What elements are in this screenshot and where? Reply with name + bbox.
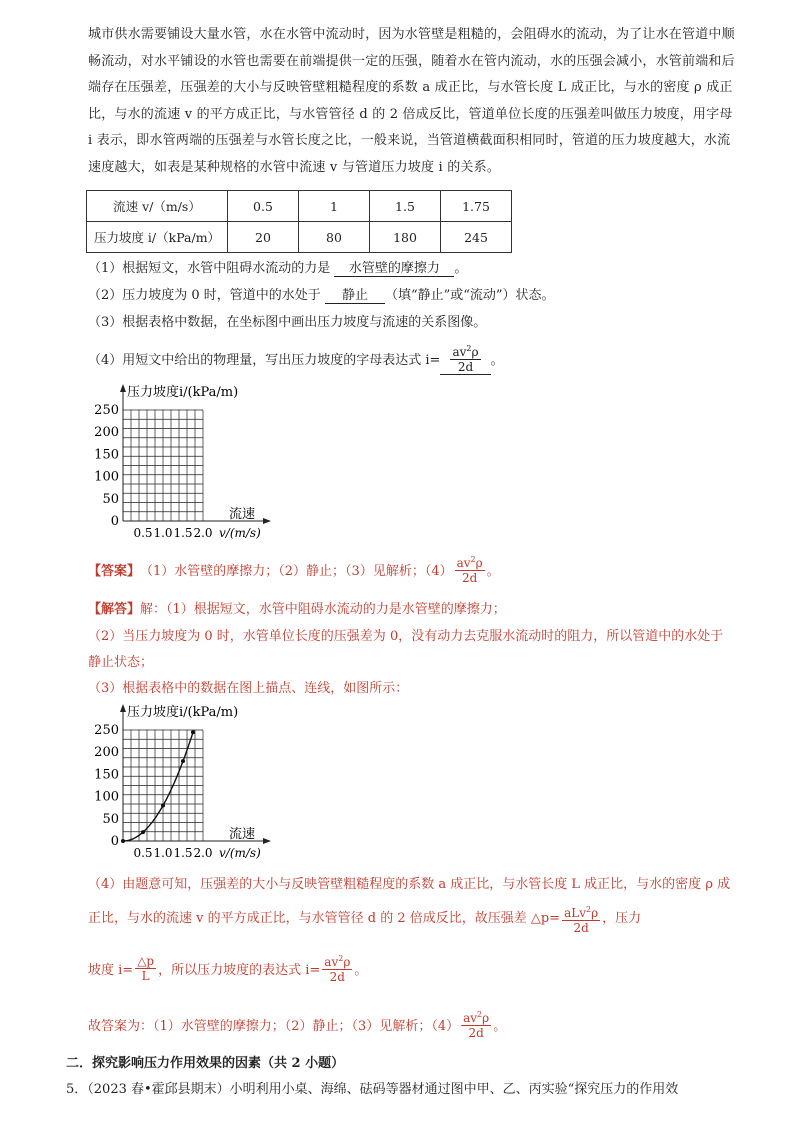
y-axis-arrow: [120, 704, 126, 712]
x-axis-label-bottom: v/(m/s): [219, 846, 261, 860]
question-1: （1）根据短文，水管中阻碍水流动的力是 水管壁的摩擦力 。: [88, 257, 748, 277]
table-cell: 180: [370, 222, 441, 253]
y-tick-label: 150: [94, 447, 119, 463]
question-5: 5．（2023 春•霍邱县期末）小明利用小桌、海绵、砝码等器材通过图中甲、乙、丙实验“探究压力的作用效: [66, 1082, 679, 1097]
x-axis-label-bottom: v/(m/s): [219, 526, 261, 540]
solution-p4-cont: 坡度 i= $\frac{\triangle p}{L}$ ，所以压力坡度的表达式 i= $\frac{av^2\rho}{2d}$ 。: [88, 953, 368, 984]
table-cell: 1: [299, 191, 370, 222]
final-answer: 故答案为：（1）水管壁的摩擦力；（2）静止；（3）见解析；（4） $\frac{av^2\rho}{2d}$ 。: [88, 1010, 507, 1040]
x-tick-label: 0.5: [133, 526, 153, 540]
velocity-gradient-table: [86, 190, 512, 253]
data-point: [191, 730, 195, 734]
passage-text: 城市供水需要铺设大量水管，水在水管中流动时，因为水管壁是粗糙的，会阻碍水的流动，为了让水在管道中顺畅流动，对水平铺设的水管也需要在前端提供一定的压强，随着水在管内流动，水的压强会减小，水管前端和后端存在压强差，压强差的大小与反映管壁粗糙程度的系数 a 成正比，与水管长度 L 成正比，与水的密度 ρ 成正比，与水的流速 v 的平方成正比，与水管管径 d 的 2 倍成反比，管道单位长度的压强差叫做压力坡度，用字母 i 表示，即水管两端的压强差与水管长度之比，一般来说，当管道横截面积相同时，管道的压力坡度越大，水流速度越大，如表是某种规格的水管中流速 v 与管道压力坡度 i 的关系。: [88, 27, 735, 175]
y-axis-arrow: [120, 384, 126, 392]
solution-p1: 【解答】解：（1）根据短文，水管中阻碍水流动的力是水管壁的摩擦力；: [88, 602, 506, 617]
q1-answer: 水管壁的摩擦力: [334, 257, 454, 277]
data-point: [121, 839, 125, 843]
solution-p4: （4）由题意可知，压强差的大小与反映管壁粗糙程度的系数 a 成正比，与水管长度 L 成正比，与水的密度 ρ 成正比，与水的流速 v 的平方成正比，与水管管径 d 的 2 倍成反比，故压强差 △p= $\frac{aLv^2\rho}{2d}$ ，压力: [88, 877, 731, 935]
x-axis-arrow: [263, 838, 271, 844]
table-row: [87, 222, 512, 253]
x-tick-label: 1.5: [173, 526, 193, 540]
y-tick-label: 250: [94, 723, 119, 738]
table-cell: 1.5: [370, 191, 441, 222]
section-heading: 二．探究影响压力作用效果的因素（共 2 小题）: [66, 1056, 345, 1071]
question-4: （4）用短文中给出的物理量，写出压力坡度的字母表达式 i= $\frac{av^2\rho}{2d}$ 。: [88, 344, 504, 374]
table-header-velocity: 流速 v/（m/s）: [87, 191, 228, 222]
y-tick-label: 100: [94, 469, 119, 485]
table-row: [87, 191, 512, 222]
table-cell: 0.5: [228, 191, 299, 222]
y-tick-label: 50: [102, 491, 119, 507]
y-axis-label: 压力坡度i/(kPa/m): [127, 705, 239, 720]
q2-answer: 静止: [325, 284, 385, 304]
solution-p3: （3）根据表格中的数据在图上描点、连线，如图所示：: [88, 681, 409, 696]
x-tick-label: 1.0: [153, 526, 173, 540]
question-3: （3）根据表格中数据，在坐标图中画出压力坡度与流速的关系图像。: [88, 315, 487, 330]
table-cell: 1.75: [441, 191, 512, 222]
answer-label: 【答案】: [88, 563, 141, 579]
x-tick-label: 0.5: [133, 846, 153, 860]
x-tick-label: 2.0: [193, 846, 213, 860]
gradient-velocity-chart: [80, 700, 290, 862]
question-2: （2）压力坡度为 0 时，管道中的水处于 静止 （填“静止”或“流动”）状态。: [88, 284, 748, 304]
answer-formula: $\frac{av^2\rho}{2d}$: [456, 555, 483, 585]
table-cell: 245: [441, 222, 512, 253]
dp-formula: $\frac{aLv^2\rho}{2d}$: [564, 904, 599, 935]
i-expression-formula: $\frac{av^2\rho}{2d}$: [324, 954, 351, 984]
empty-grid-chart: [80, 380, 290, 542]
solution-p2: （2）当压力坡度为 0 时，水管单位长度的压强差为 0，没有动力去克服水流动时的阻力，所以管道中的水处于静止状态；: [88, 629, 724, 670]
x-tick-label: 1.5: [173, 846, 193, 860]
data-point: [181, 759, 185, 763]
x-tick-label: 2.0: [193, 526, 213, 540]
y-axis-label: 压力坡度i/(kPa/m): [127, 385, 239, 400]
table-header-gradient: 压力坡度 i/（kPa/m）: [87, 222, 228, 253]
y-tick-label: 0: [110, 514, 119, 529]
y-tick-label: 50: [102, 811, 119, 827]
y-tick-label: 200: [94, 745, 119, 761]
x-tick-label: 1.0: [153, 846, 173, 860]
y-tick-label: 0: [110, 834, 119, 849]
x-axis-label-top: 流速: [229, 507, 256, 522]
x-axis-arrow: [263, 518, 271, 524]
i-formula: $\frac{\triangle p}{L}$: [137, 953, 155, 983]
data-point: [141, 830, 145, 834]
solution-label: 【解答】: [88, 602, 141, 617]
y-tick-label: 100: [94, 789, 119, 805]
answer-line: 【答案】 （1）水管壁的摩擦力；（2）静止；（3）见解析；（4） $\frac{av^2\rho}{2d}$ 。: [88, 555, 500, 585]
table-cell: 20: [228, 222, 299, 253]
y-tick-label: 250: [94, 403, 119, 418]
y-tick-label: 200: [94, 425, 119, 441]
final-formula: $\frac{av^2\rho}{2d}$: [463, 1010, 490, 1040]
y-tick-label: 150: [94, 767, 119, 783]
data-point: [161, 803, 165, 807]
q4-formula: $\frac{av^2\rho}{2d}$: [452, 344, 479, 374]
x-axis-label-top: 流速: [229, 827, 256, 842]
table-cell: 80: [299, 222, 370, 253]
